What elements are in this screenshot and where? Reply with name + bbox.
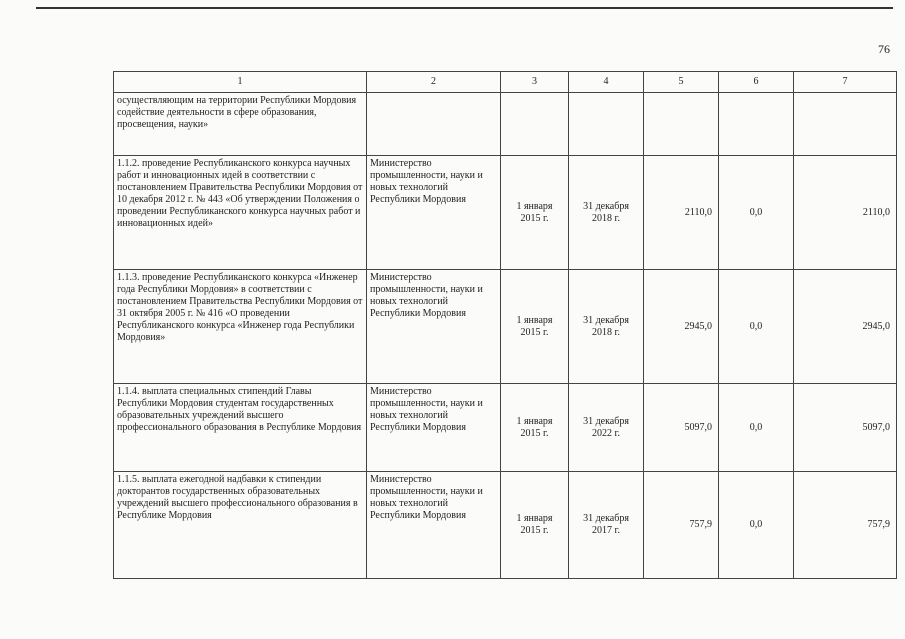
date-day: 1 января xyxy=(516,415,553,427)
date-day: 1 января xyxy=(516,314,553,326)
start-date-cell xyxy=(501,93,569,156)
value-cell-7: 2110,0 xyxy=(794,156,897,270)
column-header: 4 xyxy=(569,72,644,93)
column-header: 5 xyxy=(644,72,719,93)
program-table xyxy=(113,71,897,579)
date-year: 2022 г. xyxy=(592,427,620,439)
end-date-cell xyxy=(569,270,644,384)
value-cell-5: 757,9 xyxy=(644,472,719,579)
page-number: 76 xyxy=(878,42,890,56)
table-row xyxy=(114,156,897,270)
value-cell-7: 2945,0 xyxy=(794,270,897,384)
table-row xyxy=(114,93,897,156)
start-date-cell xyxy=(501,384,569,472)
start-date-cell xyxy=(501,156,569,270)
header-row xyxy=(114,72,897,93)
description-cell: 1.1.3. проведение Республиканского конкурса «Инженер года Республики Мордовия» в соответствии с постановлением Правительства Республики Мордовия от 31 октября 2005 г. № 416 «О проведении Республиканского конкурса «Инженер года Республики Мордовия» xyxy=(114,270,367,384)
date-year: 2018 г. xyxy=(592,212,620,224)
table-row xyxy=(114,384,897,472)
value-cell-5: 5097,0 xyxy=(644,384,719,472)
date-day: 1 января xyxy=(516,200,553,212)
value-cell-6: 0,0 xyxy=(719,270,794,384)
value-cell-7 xyxy=(794,93,897,156)
value-cell-6: 0,0 xyxy=(719,472,794,579)
description-cell: 1.1.4. выплата специальных стипендий Главы Республики Мордовия студентам государственных образовательных учреждений высшего профессионального образования в Республике Мордовия xyxy=(114,384,367,472)
value-cell-5 xyxy=(644,93,719,156)
ministry-cell: Министерство промышленности, науки и новых технологий Республики Мордовия xyxy=(367,270,501,384)
description-cell: 1.1.5. выплата ежегодной надбавки к стипендии докторантов государственных образовательных учреждений высшего профессионального образования в Республике Мордовия xyxy=(114,472,367,579)
ministry-cell: Министерство промышленности, науки и новых технологий Республики Мордовия xyxy=(367,384,501,472)
date-year: 2018 г. xyxy=(592,326,620,338)
table-row xyxy=(114,472,897,579)
value-cell-5: 2945,0 xyxy=(644,270,719,384)
column-header: 6 xyxy=(719,72,794,93)
description-cell: 1.1.2. проведение Республиканского конкурса научных работ и инновационных идей в соответствии с постановлением Правительства Республики Мордовия от 10 декабря 2012 г. № 443 «Об утверждении Положения о проведении Республиканского конкурса научных работ и инновационных идей» xyxy=(114,156,367,270)
end-date-cell xyxy=(569,472,644,579)
end-date-cell xyxy=(569,384,644,472)
end-date-cell xyxy=(569,93,644,156)
ministry-cell: Министерство промышленности, науки и новых технологий Республики Мордовия xyxy=(367,156,501,270)
column-header: 1 xyxy=(114,72,367,93)
date-day: 31 декабря xyxy=(583,415,629,427)
top-rule xyxy=(36,7,893,9)
ministry-cell xyxy=(367,93,501,156)
start-date-cell xyxy=(501,472,569,579)
start-date-cell xyxy=(501,270,569,384)
date-day: 31 декабря xyxy=(583,314,629,326)
date-year: 2015 г. xyxy=(520,525,549,536)
table-row xyxy=(114,270,897,384)
description-cell: осуществляющим на территории Республики Мордовия содействие деятельности в сфере образования, просвещения, науки» xyxy=(114,93,367,156)
column-header: 2 xyxy=(367,72,501,93)
date-day: 31 декабря xyxy=(583,200,629,212)
date-year: 2015 г. xyxy=(520,427,549,439)
date-year: 2015 г. xyxy=(520,212,549,224)
ministry-cell: Министерство промышленности, науки и новых технологий Республики Мордовия xyxy=(367,472,501,579)
value-cell-7: 757,9 xyxy=(794,472,897,579)
value-cell-5: 2110,0 xyxy=(644,156,719,270)
value-cell-7: 5097,0 xyxy=(794,384,897,472)
value-cell-6: 0,0 xyxy=(719,156,794,270)
date-day: 31 декабря xyxy=(583,513,629,524)
date-year: 2017 г. xyxy=(592,525,620,536)
date-day: 1 января xyxy=(516,513,553,524)
value-cell-6 xyxy=(719,93,794,156)
column-header: 7 xyxy=(794,72,897,93)
date-year: 2015 г. xyxy=(520,326,549,338)
value-cell-6: 0,0 xyxy=(719,384,794,472)
end-date-cell xyxy=(569,156,644,270)
column-header: 3 xyxy=(501,72,569,93)
